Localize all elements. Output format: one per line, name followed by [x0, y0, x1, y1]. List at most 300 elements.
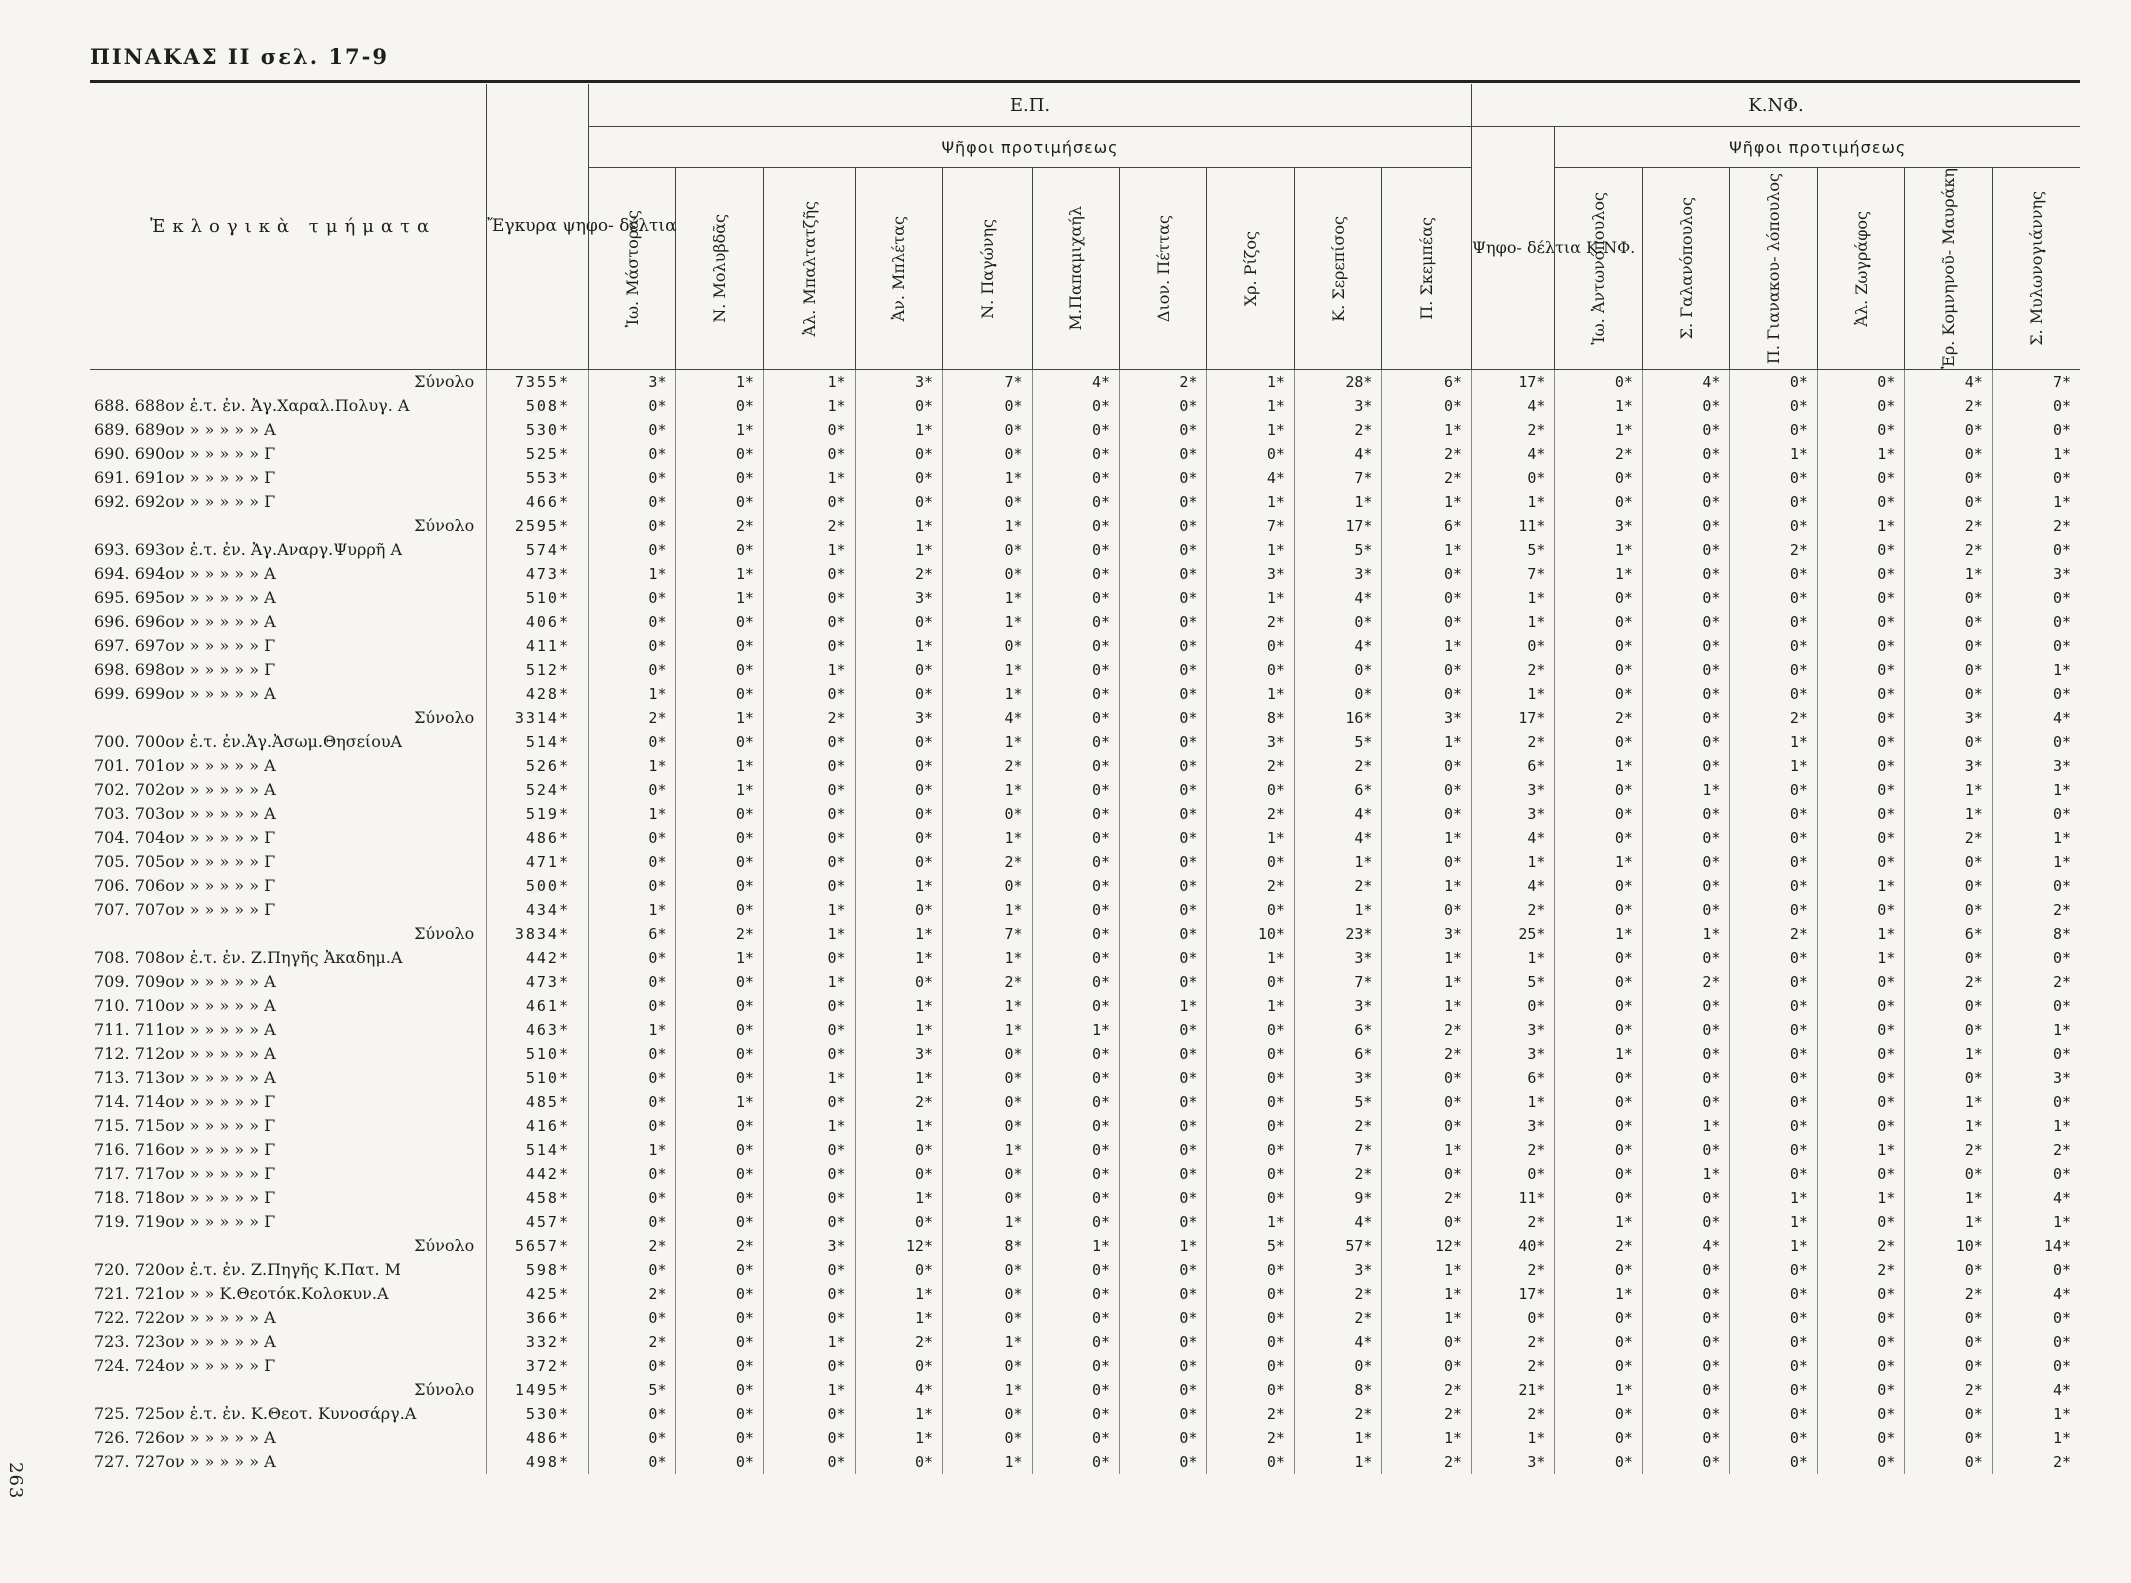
- vote-cell: 1*: [855, 514, 942, 538]
- vote-cell: 3*: [1905, 706, 1992, 730]
- vote-cell: 0*: [1642, 394, 1729, 418]
- table-row: [90, 1066, 2080, 1090]
- area-label: 722. 722ον » » » » » Α: [94, 1308, 276, 1328]
- vote-cell: 1*: [589, 898, 676, 922]
- table-row: [90, 1042, 2080, 1066]
- vote-cell: 0*: [855, 658, 942, 682]
- area-label: 700. 700ον ἐ.τ. ἐν.Ἀγ.Ἀσωμ.ΘησείουΑ: [94, 732, 403, 752]
- vote-cell: 0*: [855, 466, 942, 490]
- vote-cell: 1*: [943, 778, 1033, 802]
- vote-cell: 0*: [1817, 562, 1904, 586]
- vote-cell: 7*: [943, 922, 1033, 946]
- vote-cell: 0*: [1382, 658, 1472, 682]
- vote-cell: 0*: [763, 682, 855, 706]
- vote-cell: 0*: [1032, 1090, 1119, 1114]
- vote-cell: 4*: [1905, 369, 1992, 394]
- vote-cell: 2*: [1294, 754, 1381, 778]
- vote-cell: 0*: [1730, 850, 1817, 874]
- vote-cell: 4*: [1294, 442, 1381, 466]
- vote-cell: 2*: [763, 706, 855, 730]
- vote-cell: 0*: [1032, 1114, 1119, 1138]
- vote-cell: 0*: [1905, 1066, 1992, 1090]
- vote-cell: 0*: [1817, 610, 1904, 634]
- vote-cell: 2*: [1207, 874, 1294, 898]
- area-label: 717. 717ον » » » » » Γ: [94, 1164, 276, 1184]
- vote-cell: 1*: [589, 802, 676, 826]
- vote-cell: 0*: [1120, 634, 1207, 658]
- vote-cell: 0*: [1555, 1090, 1642, 1114]
- vote-cell: 0*: [1032, 562, 1119, 586]
- vote-cell: 1*: [943, 1450, 1033, 1474]
- vote-cell: 1*: [1555, 922, 1642, 946]
- knf-ballots-cell: 1*: [1472, 682, 1555, 706]
- area-label: 719. 719ον » » » » » Γ: [94, 1212, 276, 1232]
- vote-cell: 0*: [1207, 1018, 1294, 1042]
- vote-cell: 0*: [1120, 1210, 1207, 1234]
- vote-cell: 0*: [1120, 706, 1207, 730]
- table-row: [90, 970, 2080, 994]
- vote-cell: 0*: [1032, 1450, 1119, 1474]
- vote-cell: 1*: [1730, 442, 1817, 466]
- vote-cell: 0*: [1730, 1426, 1817, 1450]
- vote-cell: 0*: [1294, 658, 1381, 682]
- vote-cell: 0*: [943, 1282, 1033, 1306]
- vote-cell: 1*: [855, 1306, 942, 1330]
- vote-cell: 0*: [1642, 826, 1729, 850]
- vote-cell: 1*: [1992, 1114, 2080, 1138]
- vote-cell: 0*: [676, 1114, 763, 1138]
- ep-candidate-header: [676, 168, 763, 370]
- valid-ballots-cell: 574*: [487, 538, 589, 562]
- vote-cell: 0*: [763, 586, 855, 610]
- vote-cell: 0*: [763, 442, 855, 466]
- vote-cell: 16*: [1294, 706, 1381, 730]
- vote-cell: 1*: [1207, 1210, 1294, 1234]
- vote-cell: 0*: [1207, 898, 1294, 922]
- vote-cell: 0*: [1120, 802, 1207, 826]
- total-label: Σύνολο: [90, 369, 487, 394]
- vote-cell: 0*: [1555, 1258, 1642, 1282]
- vote-cell: 0*: [1730, 1162, 1817, 1186]
- vote-cell: 0*: [1032, 442, 1119, 466]
- vote-cell: 0*: [763, 850, 855, 874]
- vote-cell: 2*: [1382, 466, 1472, 490]
- vote-cell: 0*: [1382, 1354, 1472, 1378]
- table-row: [90, 538, 2080, 562]
- vote-cell: 0*: [1032, 826, 1119, 850]
- vote-cell: 0*: [589, 1162, 676, 1186]
- vote-cell: 1*: [763, 1330, 855, 1354]
- vote-cell: 0*: [1730, 1114, 1817, 1138]
- vote-cell: 0*: [589, 466, 676, 490]
- knf-ballots-cell: 2*: [1472, 1138, 1555, 1162]
- vote-cell: 2*: [1992, 514, 2080, 538]
- vote-cell: 0*: [1120, 1066, 1207, 1090]
- vote-cell: 0*: [1207, 1282, 1294, 1306]
- valid-ballots-cell: 5657*: [487, 1234, 589, 1258]
- vote-cell: 0*: [943, 1042, 1033, 1066]
- vote-cell: 0*: [1032, 1258, 1119, 1282]
- table-row: [90, 658, 2080, 682]
- vote-cell: 0*: [1555, 1066, 1642, 1090]
- vote-cell: 4*: [1207, 466, 1294, 490]
- knf-ballots-cell: 0*: [1472, 466, 1555, 490]
- vote-cell: 3*: [1294, 394, 1381, 418]
- vote-cell: 0*: [1294, 610, 1381, 634]
- vote-cell: 0*: [1032, 514, 1119, 538]
- valid-ballots-cell: 332*: [487, 1330, 589, 1354]
- area-label: 716. 716ον » » » » » Γ: [94, 1140, 276, 1160]
- vote-cell: 1*: [1207, 538, 1294, 562]
- vote-cell: 1*: [855, 1402, 942, 1426]
- vote-cell: 0*: [1817, 778, 1904, 802]
- vote-cell: 2*: [1382, 1042, 1472, 1066]
- area-label: 711. 711ον » » » » » Α: [94, 1020, 276, 1040]
- vote-cell: 1*: [1905, 1114, 1992, 1138]
- candidate-name: Ἰω. Μάστορας: [622, 209, 642, 328]
- vote-cell: 5*: [1294, 538, 1381, 562]
- vote-cell: 0*: [1120, 442, 1207, 466]
- vote-cell: 1*: [1905, 1210, 1992, 1234]
- area-label: 724. 724ον » » » » » Γ: [94, 1356, 276, 1376]
- vote-cell: 0*: [855, 730, 942, 754]
- vote-cell: 0*: [1817, 466, 1904, 490]
- vote-cell: 0*: [1555, 369, 1642, 394]
- vote-cell: 3*: [1294, 946, 1381, 970]
- vote-cell: 0*: [676, 874, 763, 898]
- vote-cell: 0*: [1555, 682, 1642, 706]
- page-number: 263: [5, 1462, 26, 1500]
- vote-cell: 4*: [1294, 1330, 1381, 1354]
- vote-cell: 0*: [1642, 1186, 1729, 1210]
- vote-cell: 0*: [1817, 730, 1904, 754]
- valid-ballots-cell: 1495*: [487, 1378, 589, 1402]
- vote-cell: 0*: [1032, 538, 1119, 562]
- knf-ballots-cell: 25*: [1472, 922, 1555, 946]
- vote-cell: 0*: [943, 1426, 1033, 1450]
- vote-cell: 1*: [1817, 514, 1904, 538]
- vote-cell: 0*: [855, 394, 942, 418]
- knf-ballots-cell: 0*: [1472, 1306, 1555, 1330]
- vote-cell: 0*: [1730, 586, 1817, 610]
- vote-cell: 0*: [1730, 1354, 1817, 1378]
- vote-cell: 0*: [1032, 874, 1119, 898]
- vote-cell: 0*: [1032, 778, 1119, 802]
- vote-cell: 1*: [943, 1018, 1033, 1042]
- vote-cell: 1*: [1382, 1306, 1472, 1330]
- vote-cell: 0*: [1555, 1018, 1642, 1042]
- vote-cell: 0*: [1207, 970, 1294, 994]
- vote-cell: 0*: [1032, 658, 1119, 682]
- vote-cell: 0*: [1992, 946, 2080, 970]
- vote-cell: 1*: [1817, 1186, 1904, 1210]
- vote-cell: 0*: [1817, 1162, 1904, 1186]
- vote-cell: 0*: [676, 802, 763, 826]
- vote-cell: 0*: [1817, 1330, 1904, 1354]
- vote-cell: 0*: [1382, 1090, 1472, 1114]
- vote-cell: 0*: [1555, 634, 1642, 658]
- vote-cell: 1*: [1382, 946, 1472, 970]
- vote-cell: 0*: [1905, 1018, 1992, 1042]
- vote-cell: 0*: [1120, 1402, 1207, 1426]
- vote-cell: 0*: [1032, 634, 1119, 658]
- vote-cell: 0*: [1555, 874, 1642, 898]
- vote-cell: 1*: [855, 1186, 942, 1210]
- vote-cell: 0*: [1992, 730, 2080, 754]
- vote-cell: 0*: [1294, 682, 1381, 706]
- vote-cell: 1*: [1207, 994, 1294, 1018]
- vote-cell: 1*: [855, 1066, 942, 1090]
- results-table: [90, 84, 2080, 1474]
- area-label: 697. 697ον » » » » » Γ: [94, 636, 276, 656]
- knf-ballots-cell: 2*: [1472, 898, 1555, 922]
- table-row: [90, 826, 2080, 850]
- vote-cell: 0*: [763, 730, 855, 754]
- vote-cell: 0*: [676, 1210, 763, 1234]
- vote-cell: 0*: [763, 1138, 855, 1162]
- vote-cell: 0*: [676, 730, 763, 754]
- vote-cell: 1*: [589, 1138, 676, 1162]
- vote-cell: 0*: [855, 802, 942, 826]
- valid-ballots-cell: 519*: [487, 802, 589, 826]
- vote-cell: 0*: [1382, 562, 1472, 586]
- vote-cell: 0*: [1120, 1114, 1207, 1138]
- vote-cell: 6*: [589, 922, 676, 946]
- ep-candidate-header: [1032, 168, 1119, 370]
- vote-cell: 0*: [943, 1114, 1033, 1138]
- ep-candidate-header: [1294, 168, 1381, 370]
- valid-ballots-cell: 524*: [487, 778, 589, 802]
- vote-cell: 0*: [676, 1162, 763, 1186]
- vote-cell: 2*: [589, 1330, 676, 1354]
- vote-cell: 1*: [763, 922, 855, 946]
- vote-cell: 1*: [1207, 369, 1294, 394]
- vote-cell: 2*: [1992, 970, 2080, 994]
- vote-cell: 0*: [676, 442, 763, 466]
- vote-cell: 0*: [943, 562, 1033, 586]
- vote-cell: 2*: [1992, 1138, 2080, 1162]
- vote-cell: 1*: [1294, 1426, 1381, 1450]
- vote-cell: 1*: [943, 610, 1033, 634]
- vote-cell: 0*: [676, 1378, 763, 1402]
- vote-cell: 1*: [943, 1378, 1033, 1402]
- vote-cell: 1*: [855, 946, 942, 970]
- vote-cell: 0*: [943, 802, 1033, 826]
- vote-cell: 1*: [1032, 1018, 1119, 1042]
- vote-cell: 0*: [1382, 898, 1472, 922]
- vote-cell: 3*: [855, 1042, 942, 1066]
- area-label: 725. 725ον ἐ.τ. ἐν. Κ.Θεοτ. Κυνοσάργ.Α: [94, 1404, 417, 1424]
- vote-cell: 1*: [1905, 1090, 1992, 1114]
- vote-cell: 0*: [1730, 1018, 1817, 1042]
- vote-cell: 0*: [1032, 1138, 1119, 1162]
- vote-cell: 0*: [1207, 1114, 1294, 1138]
- vote-cell: 0*: [763, 1450, 855, 1474]
- candidate-name: Σ. Γαλανόπουλος: [1676, 197, 1696, 340]
- vote-cell: 2*: [1294, 1282, 1381, 1306]
- vote-cell: 0*: [676, 1330, 763, 1354]
- vote-cell: 0*: [1120, 1306, 1207, 1330]
- vote-cell: 0*: [1120, 1378, 1207, 1402]
- vote-cell: 0*: [1905, 850, 1992, 874]
- valid-ballots-cell: 525*: [487, 442, 589, 466]
- vote-cell: 0*: [1642, 682, 1729, 706]
- vote-cell: 1*: [855, 994, 942, 1018]
- knf-ballots-cell: 2*: [1472, 1330, 1555, 1354]
- vote-cell: 0*: [676, 1450, 763, 1474]
- area-label: 713. 713ον » » » » » Α: [94, 1068, 276, 1088]
- vote-cell: 0*: [1032, 1426, 1119, 1450]
- vote-cell: 0*: [1642, 994, 1729, 1018]
- area-label: 701. 701ον » » » » » Α: [94, 756, 276, 776]
- knf-candidate-header: [1642, 168, 1729, 370]
- vote-cell: 0*: [1992, 1354, 2080, 1378]
- valid-ballots-cell: 366*: [487, 1306, 589, 1330]
- knf-ballots-cell: 3*: [1472, 1018, 1555, 1042]
- vote-cell: 2*: [1730, 538, 1817, 562]
- vote-cell: 3*: [1992, 1066, 2080, 1090]
- vote-cell: 0*: [589, 1066, 676, 1090]
- vote-cell: 0*: [1642, 874, 1729, 898]
- valid-ballots-cell: 406*: [487, 610, 589, 634]
- vote-cell: 0*: [1730, 898, 1817, 922]
- vote-cell: 1*: [1555, 394, 1642, 418]
- vote-cell: 0*: [1642, 1402, 1729, 1426]
- knf-ballots-header: Ψηφο- δέλτια Κ.ΝΦ.: [1472, 127, 1555, 370]
- vote-cell: 1*: [1642, 778, 1729, 802]
- table-row: [90, 730, 2080, 754]
- knf-ballots-cell: 1*: [1472, 490, 1555, 514]
- vote-cell: 4*: [1992, 706, 2080, 730]
- vote-cell: 0*: [1120, 922, 1207, 946]
- table-row: [90, 850, 2080, 874]
- knf-ballots-cell: 3*: [1472, 802, 1555, 826]
- vote-cell: 2*: [1382, 1378, 1472, 1402]
- vote-cell: 0*: [1032, 418, 1119, 442]
- vote-cell: 0*: [676, 1282, 763, 1306]
- vote-cell: 1*: [855, 634, 942, 658]
- vote-cell: 0*: [1555, 802, 1642, 826]
- table-row: [90, 1210, 2080, 1234]
- vote-cell: 1*: [1294, 490, 1381, 514]
- vote-cell: 0*: [1642, 1306, 1729, 1330]
- table-row: [90, 466, 2080, 490]
- vote-cell: 0*: [1730, 1066, 1817, 1090]
- vote-cell: 0*: [589, 778, 676, 802]
- table-row: [90, 1186, 2080, 1210]
- vote-cell: 6*: [1382, 514, 1472, 538]
- valid-ballots-cell: 514*: [487, 1138, 589, 1162]
- vote-cell: 0*: [589, 418, 676, 442]
- knf-ballots-cell: 17*: [1472, 706, 1555, 730]
- vote-cell: 0*: [763, 1354, 855, 1378]
- vote-cell: 0*: [589, 1090, 676, 1114]
- vote-cell: 0*: [1817, 1378, 1904, 1402]
- vote-cell: 0*: [589, 970, 676, 994]
- vote-cell: 0*: [1032, 1402, 1119, 1426]
- ep-candidate-header: [855, 168, 942, 370]
- vote-cell: 0*: [1905, 1450, 1992, 1474]
- knf-ballots-cell: 1*: [1472, 850, 1555, 874]
- vote-cell: 0*: [1207, 1138, 1294, 1162]
- vote-cell: 0*: [1382, 682, 1472, 706]
- vote-cell: 0*: [1642, 442, 1729, 466]
- candidate-name: Ν. Μολυβδᾶς: [710, 214, 730, 323]
- vote-cell: 2*: [1207, 754, 1294, 778]
- vote-cell: 3*: [1207, 730, 1294, 754]
- vote-cell: 1*: [1294, 850, 1381, 874]
- ep-candidate-header: [1207, 168, 1294, 370]
- vote-cell: 0*: [1817, 754, 1904, 778]
- vote-cell: 2*: [943, 970, 1033, 994]
- vote-cell: 0*: [1120, 1186, 1207, 1210]
- vote-cell: 1*: [763, 369, 855, 394]
- vote-cell: 0*: [1817, 658, 1904, 682]
- knf-ballots-cell: 40*: [1472, 1234, 1555, 1258]
- area-label: 723. 723ον » » » » » Α: [94, 1332, 276, 1352]
- vote-cell: 0*: [1992, 1162, 2080, 1186]
- vote-cell: 0*: [1817, 1402, 1904, 1426]
- vote-cell: 0*: [1992, 874, 2080, 898]
- vote-cell: 2*: [589, 1282, 676, 1306]
- vote-cell: 0*: [1730, 778, 1817, 802]
- knf-ballots-cell: 11*: [1472, 514, 1555, 538]
- area-label: 712. 712ον » » » » » Α: [94, 1044, 276, 1064]
- vote-cell: 0*: [676, 970, 763, 994]
- vote-cell: 0*: [943, 1354, 1033, 1378]
- vote-cell: 0*: [1555, 730, 1642, 754]
- vote-cell: 0*: [1032, 850, 1119, 874]
- vote-cell: 3*: [763, 1234, 855, 1258]
- valid-ballots-cell: 372*: [487, 1354, 589, 1378]
- knf-ballots-cell: 3*: [1472, 1114, 1555, 1138]
- vote-cell: 1*: [943, 658, 1033, 682]
- vote-cell: 7*: [943, 369, 1033, 394]
- vote-cell: 0*: [763, 826, 855, 850]
- vote-cell: 0*: [1120, 418, 1207, 442]
- area-label: 718. 718ον » » » » » Γ: [94, 1188, 276, 1208]
- knf-ballots-cell: 4*: [1472, 442, 1555, 466]
- vote-cell: 4*: [1032, 369, 1119, 394]
- vote-cell: 0*: [1642, 514, 1729, 538]
- vote-cell: 0*: [1817, 1426, 1904, 1450]
- vote-cell: 2*: [1207, 610, 1294, 634]
- vote-cell: 0*: [1730, 1090, 1817, 1114]
- knf-ballots-cell: 3*: [1472, 1042, 1555, 1066]
- vote-cell: 2*: [1294, 1162, 1381, 1186]
- vote-cell: 1*: [763, 658, 855, 682]
- vote-cell: 0*: [589, 610, 676, 634]
- total-row: [90, 922, 2080, 946]
- vote-cell: 4*: [1294, 826, 1381, 850]
- vote-cell: 0*: [1642, 1258, 1729, 1282]
- vote-cell: 0*: [1817, 418, 1904, 442]
- vote-cell: 0*: [1382, 778, 1472, 802]
- vote-cell: 0*: [676, 850, 763, 874]
- vote-cell: 10*: [1207, 922, 1294, 946]
- valid-ballots-cell: 510*: [487, 1066, 589, 1090]
- vote-cell: 0*: [1817, 1354, 1904, 1378]
- vote-cell: 2*: [676, 514, 763, 538]
- vote-cell: 0*: [855, 490, 942, 514]
- vote-cell: 0*: [1382, 1210, 1472, 1234]
- vote-cell: 0*: [1120, 1162, 1207, 1186]
- valid-ballots-cell: 486*: [487, 1426, 589, 1450]
- vote-cell: 2*: [1905, 1378, 1992, 1402]
- vote-cell: 1*: [943, 946, 1033, 970]
- vote-cell: 3*: [1294, 1066, 1381, 1090]
- valid-ballots-cell: 500*: [487, 874, 589, 898]
